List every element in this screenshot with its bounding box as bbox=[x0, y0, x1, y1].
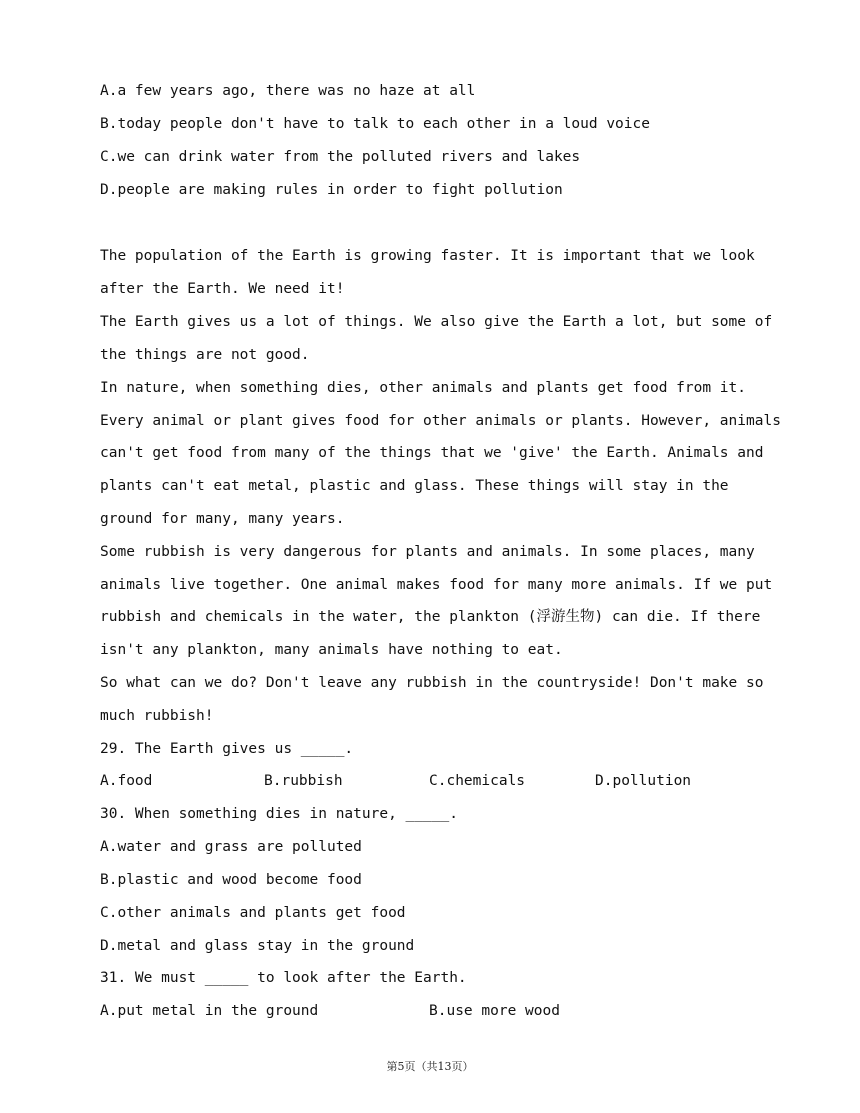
question-29: 29. The Earth gives us _____. bbox=[100, 741, 354, 757]
option-b: B.today people don't have to talk to each other in a loud voice bbox=[100, 116, 650, 132]
question-31: 31. We must _____ to look after the Earth. bbox=[100, 970, 467, 986]
passage-line: Every animal or plant gives food for other animals or plants. However, animals bbox=[100, 413, 781, 429]
passage-line: animals live together. One animal makes food for many more animals. If we put bbox=[100, 577, 773, 593]
q29-option-a: A.food bbox=[100, 773, 153, 789]
passage-line: isn't any plankton, many animals have nothing to eat. bbox=[100, 642, 563, 658]
q31-option-b: B.use more wood bbox=[429, 1003, 560, 1019]
passage-line: rubbish and chemicals in the water, the plankton (浮游生物) can die. If there bbox=[100, 609, 761, 625]
q31-option-a: A.put metal in the ground bbox=[100, 1003, 319, 1019]
option-d: D.people are making rules in order to fight pollution bbox=[100, 182, 563, 198]
passage-line: much rubbish! bbox=[100, 708, 214, 724]
option-a: A.a few years ago, there was no haze at all bbox=[100, 83, 476, 99]
passage-line: plants can't eat metal, plastic and glass. These things will stay in the bbox=[100, 478, 729, 494]
page-footer: 第5页（共13页） bbox=[386, 1060, 474, 1073]
passage-line: The population of the Earth is growing faster. It is important that we look bbox=[100, 248, 755, 264]
q29-option-b: B.rubbish bbox=[264, 773, 343, 789]
passage-line: the things are not good. bbox=[100, 347, 310, 363]
passage-line: after the Earth. We need it! bbox=[100, 281, 345, 297]
passage-line: So what can we do? Don't leave any rubbish in the countryside! Don't make so bbox=[100, 675, 764, 691]
q29-option-c: C.chemicals bbox=[429, 773, 526, 789]
q30-option-d: D.metal and glass stay in the ground bbox=[100, 938, 415, 954]
q30-option-b: B.plastic and wood become food bbox=[100, 872, 362, 888]
passage-line: can't get food from many of the things that we 'give' the Earth. Animals and bbox=[100, 445, 764, 461]
question-30: 30. When something dies in nature, _____. bbox=[100, 806, 458, 822]
passage-line: The Earth gives us a lot of things. We also give the Earth a lot, but some of bbox=[100, 314, 773, 330]
passage-line: Some rubbish is very dangerous for plants and animals. In some places, many bbox=[100, 544, 755, 560]
option-c: C.we can drink water from the polluted rivers and lakes bbox=[100, 149, 581, 165]
q30-option-c: C.other animals and plants get food bbox=[100, 905, 406, 921]
q30-option-a: A.water and grass are polluted bbox=[100, 839, 362, 855]
passage-line: In nature, when something dies, other animals and plants get food from it. bbox=[100, 380, 747, 396]
q29-option-d: D.pollution bbox=[595, 773, 692, 789]
passage-line: ground for many, many years. bbox=[100, 511, 345, 527]
